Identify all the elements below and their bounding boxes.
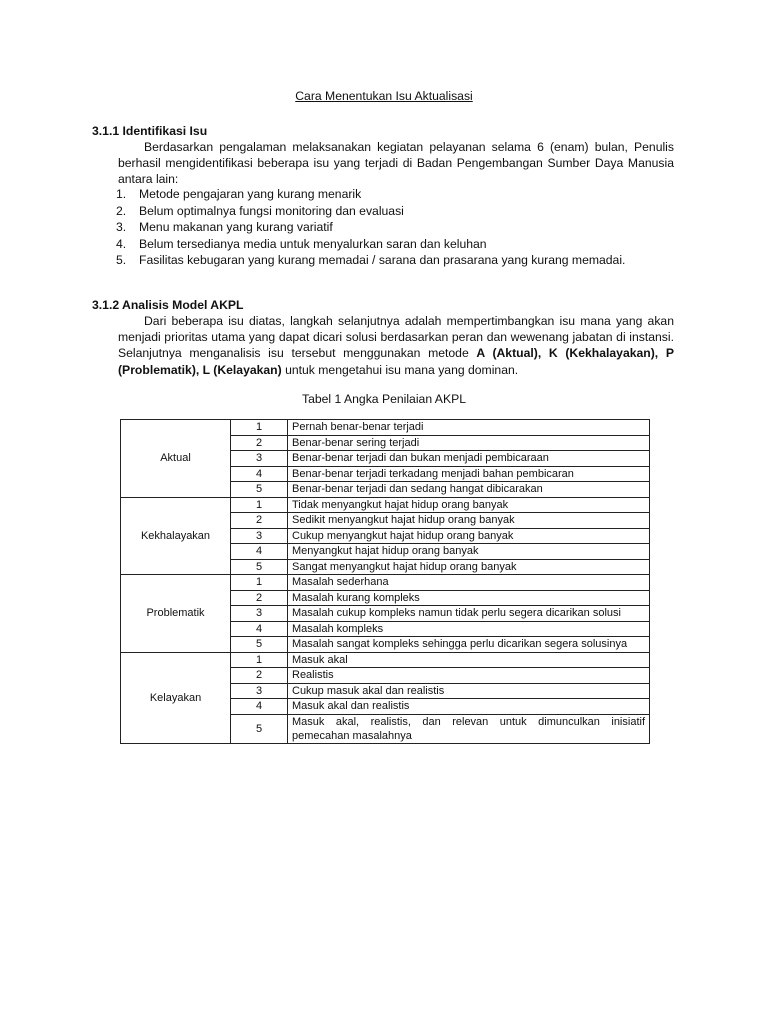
description-cell: Sedikit menyangkut hajat hidup orang banyak: [288, 513, 650, 529]
score-cell: 2: [231, 590, 288, 606]
description-cell: Masuk akal: [288, 652, 650, 668]
akpl-table-body: [121, 420, 650, 744]
category-cell: Aktual: [121, 420, 231, 498]
description-cell: Sangat menyangkut hajat hidup orang banyak: [288, 559, 650, 575]
score-cell: 5: [231, 482, 288, 498]
score-cell: 5: [231, 714, 288, 744]
section-heading-analisis: 3.1.2 Analisis Model AKPL: [92, 298, 244, 312]
score-cell: 1: [231, 575, 288, 591]
akpl-table: [120, 419, 650, 744]
bold-akpl-terms: A (Aktual), K (Kekhalayakan), P (Problematik), L (Kelayakan): [118, 346, 674, 377]
description-cell: Benar-benar terjadi terkadang menjadi bahan pembicaran: [288, 466, 650, 482]
category-cell: Problematik: [121, 575, 231, 653]
score-cell: 4: [231, 466, 288, 482]
score-cell: 4: [231, 699, 288, 715]
score-cell: 1: [231, 652, 288, 668]
score-cell: 1: [231, 497, 288, 513]
description-cell: Cukup masuk akal dan realistis: [288, 683, 650, 699]
description-cell: Masuk akal, realistis, dan relevan untuk dimunculkan inisiatif pemecahan masalahnya: [288, 714, 650, 744]
score-cell: 4: [231, 621, 288, 637]
description-cell: Tidak menyangkut hajat hidup orang banyak: [288, 497, 650, 513]
score-cell: 4: [231, 544, 288, 560]
description-cell: Masalah cukup kompleks namun tidak perlu segera dicarikan solusi: [288, 606, 650, 622]
score-cell: 2: [231, 513, 288, 529]
section-heading-identifikasi: 3.1.1 Identifikasi Isu: [92, 124, 208, 138]
description-cell: Pernah benar-benar terjadi: [288, 420, 650, 436]
table-row: [121, 497, 650, 513]
document-title: Cara Menentukan Isu Aktualisasi: [295, 89, 473, 103]
description-cell: Benar-benar terjadi dan bukan menjadi pembicaraan: [288, 451, 650, 467]
score-cell: 3: [231, 528, 288, 544]
score-cell: 3: [231, 683, 288, 699]
paragraph-identifikasi: Berdasarkan pengalaman melaksanakan kegiatan pelayanan selama 6 (enam) bulan, Penulis berhasil mengidentifikasi beberapa isu yang terjadi di Badan Pengembangan Sumber Daya Manusia antara lain:: [118, 140, 674, 187]
description-cell: Benar-benar sering terjadi: [288, 435, 650, 451]
list-item: 5. Fasilitas kebugaran yang kurang memadai / sarana dan prasarana yang kurang memadai.: [116, 253, 626, 267]
score-cell: 2: [231, 668, 288, 684]
list-item: 4. Belum tersedianya media untuk menyalurkan saran dan keluhan: [116, 236, 487, 251]
score-cell: 5: [231, 637, 288, 653]
score-cell: 3: [231, 451, 288, 467]
paragraph-analisis: Dari beberapa isu diatas, langkah selanjutnya adalah mempertimbangkan isu mana yang akan menjadi prioritas utama yang dapat dicari solusi berdasarkan peran dan wewenang jabatan di instansi. Selanjutnya menganalisis isu tersebut menggunakan metode A (Aktual), K (Kekhalayakan), P (Problematik), L (Kelayakan) untuk mengetahui isu mana yang dominan.: [118, 314, 674, 377]
description-cell: Cukup menyangkut hajat hidup orang banyak: [288, 528, 650, 544]
description-cell: Menyangkut hajat hidup orang banyak: [288, 544, 650, 560]
score-cell: 3: [231, 606, 288, 622]
category-cell: Kelayakan: [121, 652, 231, 744]
table-row: [121, 575, 650, 591]
issue-list: [116, 186, 676, 269]
description-cell: Benar-benar terjadi dan sedang hangat dibicarakan: [288, 482, 650, 498]
table-caption: Tabel 1 Angka Penilaian AKPL: [302, 392, 466, 406]
description-cell: Masalah kompleks: [288, 621, 650, 637]
score-cell: 1: [231, 420, 288, 436]
description-cell: Masalah sederhana: [288, 575, 650, 591]
description-cell: Masuk akal dan realistis: [288, 699, 650, 715]
score-cell: 2: [231, 435, 288, 451]
table-row: [121, 420, 650, 436]
category-cell: Kekhalayakan: [121, 497, 231, 575]
list-item: 3. Menu makanan yang kurang variatif: [116, 220, 333, 234]
list-item: 2. Belum optimalnya fungsi monitoring dan evaluasi: [116, 203, 404, 218]
list-item: 1. Metode pengajaran yang kurang menarik: [116, 187, 362, 201]
score-cell: 5: [231, 559, 288, 575]
table-row: [121, 652, 650, 668]
description-cell: Realistis: [288, 668, 650, 684]
description-cell: Masalah kurang kompleks: [288, 590, 650, 606]
description-cell: Masalah sangat kompleks sehingga perlu dicarikan segera solusinya: [288, 637, 650, 653]
